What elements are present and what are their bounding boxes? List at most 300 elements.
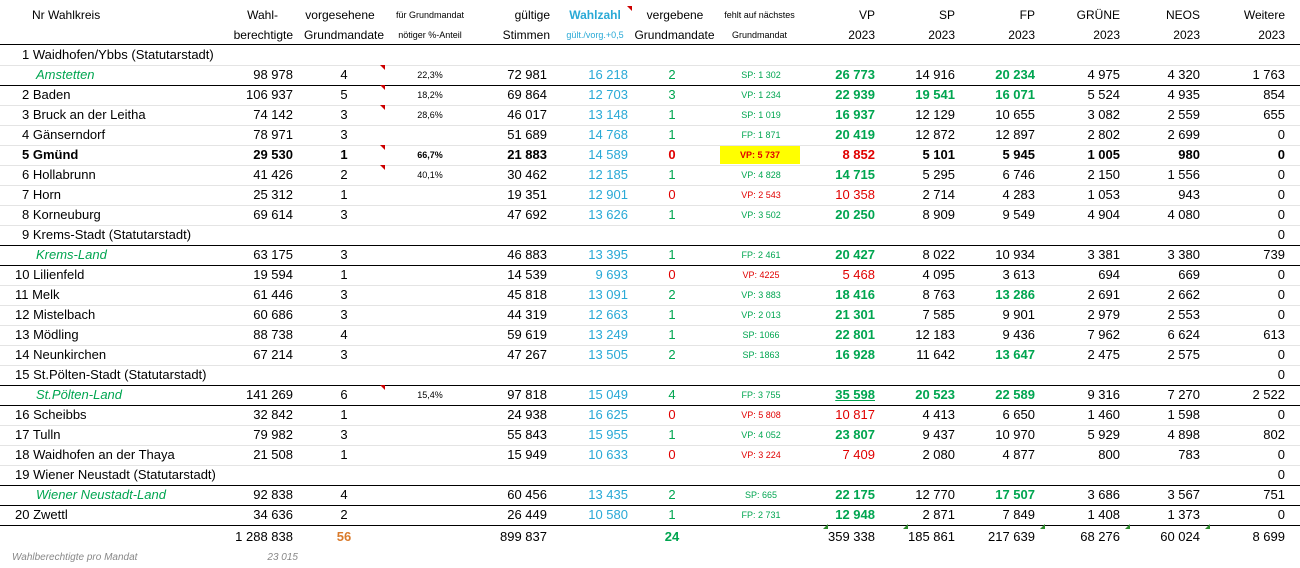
gueltige-cell[interactable]: 97 818	[507, 387, 547, 402]
wahlzahl-cell[interactable]: 15 049	[588, 387, 628, 402]
vorgesehene-cell[interactable]	[300, 225, 388, 245]
fp-cell[interactable]	[960, 45, 1035, 65]
gueltige-cell[interactable]: 46 883	[507, 247, 547, 262]
neos-cell[interactable]: 4 080	[1167, 207, 1200, 222]
vergebene-cell[interactable]: 1	[668, 427, 676, 442]
fp-cell[interactable]: 13 647	[995, 347, 1035, 362]
fp-cell[interactable]: 9 901	[1002, 307, 1035, 322]
wahlzahl-cell[interactable]: 12 185	[588, 167, 628, 182]
sp-cell[interactable]: 8 763	[922, 287, 955, 302]
neos-cell[interactable]: 4 935	[1167, 87, 1200, 102]
vp-cell[interactable]: 5 468	[842, 267, 875, 282]
gruene-cell[interactable]: 2 691	[1087, 287, 1120, 302]
fehlt-cell[interactable]: FP: 2 731	[741, 510, 781, 520]
wahlberechtigte-cell[interactable]: 88 738	[253, 327, 293, 342]
vp-cell[interactable]: 20 419	[835, 127, 875, 142]
gueltige-cell[interactable]: 44 319	[507, 307, 547, 322]
vorgesehene-cell[interactable]: 4	[340, 67, 348, 82]
total-vp[interactable]: 359 338	[828, 529, 875, 544]
gueltige-cell[interactable]: 47 692	[507, 207, 547, 222]
header-nr-wahlkreis[interactable]: Nr Wahlkreis	[32, 8, 101, 22]
gueltige-cell[interactable]: 59 619	[507, 327, 547, 342]
gruene-cell[interactable]: 3 082	[1087, 107, 1120, 122]
weitere-cell[interactable]	[1210, 45, 1285, 65]
gueltige-cell[interactable]: 24 938	[507, 407, 547, 422]
fp-cell[interactable]: 10 655	[995, 107, 1035, 122]
wahlzahl-cell[interactable]	[555, 465, 628, 485]
wahlzahl-cell[interactable]	[555, 45, 628, 65]
header-gruene[interactable]: GRÜNE	[1076, 8, 1120, 22]
sp-cell[interactable]: 9 437	[922, 427, 955, 442]
gruene-cell[interactable]: 1 460	[1087, 407, 1120, 422]
fehlt-cell[interactable]: VP: 2 013	[741, 310, 781, 320]
weitere-cell[interactable]: 0	[1277, 207, 1285, 222]
fp-cell[interactable]: 17 507	[995, 487, 1035, 502]
fehlt-cell[interactable]: SP: 1863	[742, 350, 780, 360]
anteil-cell[interactable]	[390, 185, 470, 205]
district-name[interactable]: Krems-Land	[36, 247, 107, 262]
wahlberechtigte-cell[interactable]: 32 842	[253, 407, 293, 422]
fehlt-cell[interactable]	[720, 45, 802, 65]
wahlzahl-cell[interactable]: 13 148	[588, 107, 628, 122]
weitere-cell[interactable]: 0	[1277, 187, 1285, 202]
vergebene-cell[interactable]: 2	[668, 487, 676, 502]
header-gueltige-2[interactable]: Stimmen	[502, 28, 550, 42]
weitere-cell[interactable]: 0	[1277, 167, 1285, 182]
district-name[interactable]: 9 Krems-Stadt (Statutarstadt)	[22, 227, 192, 242]
header-fehlt-2[interactable]: Grundmandat	[731, 30, 788, 40]
anteil-cell[interactable]	[390, 485, 470, 505]
vorgesehene-cell[interactable]: 1	[340, 147, 348, 162]
wahlberechtigte-cell[interactable]: 69 614	[253, 207, 293, 222]
wahlberechtigte-cell[interactable]: 41 426	[253, 167, 293, 182]
wahlzahl-cell[interactable]: 13 505	[588, 347, 628, 362]
neos-cell[interactable]: 3 567	[1167, 487, 1200, 502]
anteil-cell[interactable]	[390, 225, 470, 245]
fp-cell[interactable]: 5 945	[1002, 147, 1035, 162]
gruene-cell[interactable]: 800	[1098, 447, 1120, 462]
vp-cell[interactable]: 16 937	[835, 107, 875, 122]
vorgesehene-cell[interactable]	[300, 465, 388, 485]
wahlzahl-cell[interactable]: 9 693	[595, 267, 628, 282]
wahlberechtigte-cell[interactable]: 106 937	[246, 87, 293, 102]
vorgesehene-cell[interactable]: 5	[340, 87, 348, 102]
gruene-cell[interactable]: 3 686	[1087, 487, 1120, 502]
fehlt-cell[interactable]: VP: 4 052	[741, 430, 781, 440]
vp-cell[interactable]: 16 928	[835, 347, 875, 362]
header-weitere-2[interactable]: 2023	[1258, 28, 1285, 42]
gruene-cell[interactable]: 2 475	[1087, 347, 1120, 362]
neos-cell[interactable]	[1125, 225, 1200, 245]
weitere-cell[interactable]: 0	[1277, 447, 1285, 462]
neos-cell[interactable]: 2 575	[1167, 347, 1200, 362]
fp-cell[interactable]: 22 589	[995, 387, 1035, 402]
vergebene-cell[interactable]: 0	[668, 187, 676, 202]
wahlberechtigte-cell[interactable]: 25 312	[253, 187, 293, 202]
vergebene-cell[interactable]	[632, 45, 712, 65]
district-name[interactable]: 2 Baden	[22, 87, 71, 102]
sp-cell[interactable]: 5 101	[922, 147, 955, 162]
header-vergebene[interactable]: vergebene	[646, 8, 704, 22]
fp-cell[interactable]: 9 549	[1002, 207, 1035, 222]
district-name[interactable]: 8 Korneuburg	[22, 207, 101, 222]
vergebene-cell[interactable]: 2	[668, 347, 676, 362]
sp-cell[interactable]	[880, 45, 955, 65]
anteil-cell[interactable]	[390, 205, 470, 225]
neos-cell[interactable]: 2 699	[1167, 127, 1200, 142]
weitere-cell[interactable]: 0	[1277, 407, 1285, 422]
header-sp[interactable]: SP	[938, 8, 955, 22]
gruene-cell[interactable]: 3 381	[1087, 247, 1120, 262]
vp-cell[interactable]: 7 409	[842, 447, 875, 462]
gruene-cell[interactable]: 5 929	[1087, 427, 1120, 442]
neos-cell[interactable]	[1125, 365, 1200, 385]
fp-cell[interactable]: 3 613	[1002, 267, 1035, 282]
total-gruene[interactable]: 68 276	[1080, 529, 1120, 544]
wahlberechtigte-cell[interactable]: 34 636	[253, 507, 293, 522]
sp-cell[interactable]: 12 770	[915, 487, 955, 502]
gueltige-cell[interactable]: 60 456	[507, 487, 547, 502]
gruene-cell[interactable]: 4 904	[1087, 207, 1120, 222]
wahlzahl-cell[interactable]: 14 589	[588, 147, 628, 162]
neos-cell[interactable]: 783	[1178, 447, 1200, 462]
weitere-cell[interactable]: 0	[1277, 147, 1285, 162]
gueltige-cell[interactable]: 30 462	[507, 167, 547, 182]
vergebene-cell[interactable]: 1	[668, 327, 676, 342]
fehlt-cell[interactable]: VP: 2 543	[741, 190, 781, 200]
total-neos[interactable]: 60 024	[1160, 529, 1200, 544]
sp-cell[interactable]	[880, 365, 955, 385]
vorgesehene-cell[interactable]: 3	[340, 127, 348, 142]
anteil-cell[interactable]	[390, 245, 470, 265]
district-name[interactable]: 20 Zwettl	[15, 507, 68, 522]
vorgesehene-cell[interactable]	[300, 365, 388, 385]
wahlzahl-cell[interactable]: 13 249	[588, 327, 628, 342]
vergebene-cell[interactable]: 2	[668, 67, 676, 82]
district-name[interactable]: 10 Lilienfeld	[15, 267, 85, 282]
vp-cell[interactable]: 35 598	[835, 387, 875, 402]
fehlt-cell[interactable]: VP: 4225	[742, 270, 780, 280]
sp-cell[interactable]: 20 523	[915, 387, 955, 402]
vp-cell[interactable]: 26 773	[835, 67, 875, 82]
neos-cell[interactable]: 3 380	[1167, 247, 1200, 262]
district-name[interactable]: 19 Wiener Neustadt (Statutarstadt)	[15, 467, 216, 482]
vergebene-cell[interactable]	[632, 225, 712, 245]
neos-cell[interactable]: 669	[1178, 267, 1200, 282]
total-vergebene[interactable]: 24	[664, 529, 680, 544]
vorgesehene-cell[interactable]: 2	[340, 167, 348, 182]
neos-cell[interactable]: 1 373	[1167, 507, 1200, 522]
anteil-cell[interactable]	[390, 305, 470, 325]
vp-cell[interactable]	[800, 45, 875, 65]
district-name[interactable]: 15 St.Pölten-Stadt (Statutarstadt)	[15, 367, 207, 382]
vergebene-cell[interactable]: 0	[668, 407, 676, 422]
weitere-cell[interactable]: 613	[1263, 327, 1285, 342]
header-weitere[interactable]: Weitere	[1243, 8, 1285, 22]
vorgesehene-cell[interactable]: 3	[340, 427, 348, 442]
vergebene-cell[interactable]: 1	[668, 247, 676, 262]
gueltige-cell[interactable]	[480, 465, 547, 485]
vp-cell[interactable]	[800, 365, 875, 385]
vp-cell[interactable]: 18 416	[835, 287, 875, 302]
neos-cell[interactable]: 2 553	[1167, 307, 1200, 322]
sp-cell[interactable]: 12 183	[915, 327, 955, 342]
neos-cell[interactable]: 7 270	[1167, 387, 1200, 402]
vorgesehene-cell[interactable]: 1	[340, 447, 348, 462]
gueltige-cell[interactable]: 72 981	[507, 67, 547, 82]
district-name[interactable]: Amstetten	[36, 67, 95, 82]
vergebene-cell[interactable]: 0	[668, 267, 676, 282]
anteil-cell[interactable]: 66,7%	[417, 150, 443, 160]
wahlzahl-cell[interactable]: 12 703	[588, 87, 628, 102]
neos-cell[interactable]: 6 624	[1167, 327, 1200, 342]
fehlt-cell[interactable]: FP: 3 755	[741, 390, 781, 400]
header-vp-2[interactable]: 2023	[848, 28, 875, 42]
sp-cell[interactable]: 14 916	[915, 67, 955, 82]
weitere-cell[interactable]: 0	[1277, 307, 1285, 322]
weitere-cell[interactable]: 739	[1263, 247, 1285, 262]
vergebene-cell[interactable]: 4	[668, 387, 676, 402]
district-name[interactable]: 16 Scheibbs	[15, 407, 87, 422]
vorgesehene-cell[interactable]: 3	[340, 247, 348, 262]
fehlt-cell[interactable]: SP: 1 019	[741, 110, 781, 120]
weitere-cell[interactable]: 0	[1277, 287, 1285, 302]
fp-cell[interactable]: 10 970	[995, 427, 1035, 442]
vorgesehene-cell[interactable]: 4	[340, 487, 348, 502]
fp-cell[interactable]: 4 877	[1002, 447, 1035, 462]
fehlt-cell[interactable]: VP: 5 808	[741, 410, 781, 420]
sp-cell[interactable]: 2 871	[922, 507, 955, 522]
weitere-cell[interactable]: 751	[1263, 487, 1285, 502]
anteil-cell[interactable]	[390, 345, 470, 365]
weitere-cell[interactable]: 0	[1277, 467, 1285, 482]
fp-cell[interactable]: 4 283	[1002, 187, 1035, 202]
total-fp[interactable]: 217 639	[988, 529, 1035, 544]
fehlt-cell[interactable]: VP: 3 883	[741, 290, 781, 300]
wahlzahl-cell[interactable]: 13 626	[588, 207, 628, 222]
sp-cell[interactable]	[880, 225, 955, 245]
district-name[interactable]: Wiener Neustadt-Land	[36, 487, 166, 502]
gruene-cell[interactable]: 694	[1098, 267, 1120, 282]
fehlt-cell[interactable]: SP: 1066	[742, 330, 780, 340]
fehlt-cell[interactable]	[720, 225, 802, 245]
anteil-cell[interactable]: 22,3%	[417, 70, 443, 80]
fehlt-cell[interactable]: SP: 665	[744, 490, 778, 500]
header-anteil-2[interactable]: nötiger %-Anteil	[398, 30, 462, 40]
vorgesehene-cell[interactable]: 3	[340, 207, 348, 222]
fehlt-cell[interactable]: FP: 1 871	[741, 130, 781, 140]
fp-cell[interactable]: 6 746	[1002, 167, 1035, 182]
gruene-cell[interactable]	[1045, 365, 1120, 385]
weitere-cell[interactable]: 0	[1277, 367, 1285, 382]
district-name[interactable]: 12 Mistelbach	[15, 307, 96, 322]
gruene-cell[interactable]: 1 408	[1087, 507, 1120, 522]
wahlberechtigte-cell[interactable]: 79 982	[253, 427, 293, 442]
fehlt-cell[interactable]: VP: 3 224	[741, 450, 781, 460]
neos-cell[interactable]: 943	[1178, 187, 1200, 202]
gueltige-cell[interactable]	[480, 45, 547, 65]
district-name[interactable]: 7 Horn	[22, 187, 62, 202]
anteil-cell[interactable]	[390, 465, 470, 485]
wahlberechtigte-cell[interactable]	[200, 225, 293, 245]
vergebene-cell[interactable]: 0	[668, 147, 676, 162]
header-gueltige[interactable]: gültige	[514, 8, 550, 22]
vergebene-cell[interactable]: 2	[668, 287, 676, 302]
fehlt-cell[interactable]	[720, 365, 802, 385]
vorgesehene-cell[interactable]: 4	[340, 327, 348, 342]
district-name[interactable]: 1 Waidhofen/Ybbs (Statutarstadt)	[22, 47, 214, 62]
weitere-cell[interactable]: 802	[1263, 427, 1285, 442]
sp-cell[interactable]	[880, 465, 955, 485]
vergebene-cell[interactable]: 1	[668, 307, 676, 322]
gueltige-cell[interactable]: 14 539	[507, 267, 547, 282]
district-name[interactable]: 6 Hollabrunn	[22, 167, 96, 182]
neos-cell[interactable]: 4 898	[1167, 427, 1200, 442]
total-sp[interactable]: 185 861	[908, 529, 955, 544]
gruene-cell[interactable]: 2 150	[1087, 167, 1120, 182]
district-name[interactable]: St.Pölten-Land	[36, 387, 123, 402]
weitere-cell[interactable]: 0	[1277, 227, 1285, 242]
vergebene-cell[interactable]: 1	[668, 207, 676, 222]
gueltige-cell[interactable]	[480, 225, 547, 245]
wahlberechtigte-cell[interactable]	[200, 365, 293, 385]
vp-cell[interactable]: 22 801	[835, 327, 875, 342]
weitere-cell[interactable]: 0	[1277, 127, 1285, 142]
anteil-cell[interactable]: 40,1%	[417, 170, 443, 180]
vp-cell[interactable]: 8 852	[842, 147, 875, 162]
total-wahlberechtigte[interactable]: 1 288 838	[235, 529, 293, 544]
header-vorgesehene[interactable]: vorgesehene	[305, 8, 375, 22]
neos-cell[interactable]: 1 556	[1167, 167, 1200, 182]
wahlzahl-cell[interactable]: 12 663	[588, 307, 628, 322]
fp-cell[interactable]	[960, 365, 1035, 385]
header-fp-2[interactable]: 2023	[1008, 28, 1035, 42]
anteil-cell[interactable]	[390, 405, 470, 425]
gueltige-cell[interactable]: 46 017	[507, 107, 547, 122]
anteil-cell[interactable]: 18,2%	[417, 90, 443, 100]
district-name[interactable]: 3 Bruck an der Leitha	[22, 107, 146, 122]
district-name[interactable]: 13 Mödling	[15, 327, 79, 342]
gruene-cell[interactable]: 7 962	[1087, 327, 1120, 342]
vorgesehene-cell[interactable]: 1	[340, 187, 348, 202]
anteil-cell[interactable]	[390, 265, 470, 285]
anteil-cell[interactable]	[390, 445, 470, 465]
vergebene-cell[interactable]: 1	[668, 127, 676, 142]
neos-cell[interactable]: 4 320	[1167, 67, 1200, 82]
fehlt-cell[interactable]: FP: 2 461	[741, 250, 781, 260]
wahlberechtigte-cell[interactable]: 29 530	[253, 147, 293, 162]
vergebene-cell[interactable]: 1	[668, 107, 676, 122]
vp-cell[interactable]: 20 427	[835, 247, 875, 262]
wahlzahl-cell[interactable]: 10 580	[588, 507, 628, 522]
wahlzahl-cell[interactable]: 16 625	[588, 407, 628, 422]
wahlzahl-cell[interactable]: 16 218	[588, 67, 628, 82]
wahlberechtigte-cell[interactable]: 19 594	[253, 267, 293, 282]
vergebene-cell[interactable]: 1	[668, 507, 676, 522]
sp-cell[interactable]: 19 541	[915, 87, 955, 102]
sp-cell[interactable]: 8 909	[922, 207, 955, 222]
fp-cell[interactable]: 10 934	[995, 247, 1035, 262]
anteil-cell[interactable]	[390, 505, 470, 525]
total-vorgesehene[interactable]: 56	[336, 529, 352, 544]
vergebene-cell[interactable]	[632, 365, 712, 385]
header-neos[interactable]: NEOS	[1165, 8, 1200, 22]
header-gruene-2[interactable]: 2023	[1093, 28, 1120, 42]
wahlberechtigte-cell[interactable]: 21 508	[253, 447, 293, 462]
sp-cell[interactable]: 11 642	[916, 347, 955, 362]
sp-cell[interactable]: 4 095	[922, 267, 955, 282]
gruene-cell[interactable]	[1045, 45, 1120, 65]
header-fp[interactable]: FP	[1019, 8, 1035, 22]
vp-cell[interactable]: 20 250	[835, 207, 875, 222]
gueltige-cell[interactable]: 19 351	[507, 187, 547, 202]
gruene-cell[interactable]: 1 053	[1087, 187, 1120, 202]
sp-cell[interactable]: 8 022	[922, 247, 955, 262]
district-name[interactable]: 5 Gmünd	[22, 147, 79, 162]
gueltige-cell[interactable]: 15 949	[507, 447, 547, 462]
sp-cell[interactable]: 12 129	[915, 107, 955, 122]
wahlzahl-cell[interactable]: 12 901	[588, 187, 628, 202]
vorgesehene-cell[interactable]: 1	[340, 267, 348, 282]
wahlberechtigte-cell[interactable]: 98 978	[253, 67, 293, 82]
neos-cell[interactable]: 2 559	[1167, 107, 1200, 122]
gruene-cell[interactable]	[1045, 225, 1120, 245]
fehlt-cell[interactable]: VP: 4 828	[741, 170, 781, 180]
district-name[interactable]: 18 Waidhofen an der Thaya	[15, 447, 175, 462]
vergebene-cell[interactable]	[632, 465, 712, 485]
gueltige-cell[interactable]: 47 267	[507, 347, 547, 362]
district-name[interactable]: 14 Neunkirchen	[15, 347, 107, 362]
total-weitere[interactable]: 8 699	[1252, 529, 1285, 544]
wahlberechtigte-cell[interactable]	[200, 465, 293, 485]
gueltige-cell[interactable]: 26 449	[507, 507, 547, 522]
sp-cell[interactable]: 2 714	[922, 187, 955, 202]
fp-cell[interactable]: 20 234	[995, 67, 1035, 82]
vorgesehene-cell[interactable]: 3	[340, 347, 348, 362]
anteil-cell[interactable]: 15,4%	[417, 390, 443, 400]
header-wahlberechtigte[interactable]: Wahl-	[247, 8, 278, 22]
header-vorgesehene-2[interactable]: Grundmandate	[303, 28, 385, 42]
district-name[interactable]: 11 Melk	[15, 287, 60, 302]
gueltige-cell[interactable]: 45 818	[507, 287, 547, 302]
gruene-cell[interactable]	[1045, 465, 1120, 485]
neos-cell[interactable]: 1 598	[1167, 407, 1200, 422]
weitere-cell[interactable]: 1 763	[1252, 67, 1285, 82]
weitere-cell[interactable]: 854	[1263, 87, 1285, 102]
header-sp-2[interactable]: 2023	[928, 28, 955, 42]
wahlberechtigte-cell[interactable]: 74 142	[253, 107, 293, 122]
header-wahlberechtigte-2[interactable]: berechtigte	[233, 28, 293, 42]
header-vergebene-2[interactable]: Grundmandate	[634, 28, 715, 42]
gueltige-cell[interactable]: 55 843	[507, 427, 547, 442]
gruene-cell[interactable]: 4 975	[1087, 67, 1120, 82]
fp-cell[interactable]: 6 650	[1002, 407, 1035, 422]
gruene-cell[interactable]: 1 005	[1087, 147, 1120, 162]
anteil-cell[interactable]	[390, 45, 470, 65]
vergebene-cell[interactable]: 1	[668, 167, 676, 182]
weitere-cell[interactable]: 0	[1277, 507, 1285, 522]
neos-cell[interactable]	[1125, 45, 1200, 65]
total-gueltige[interactable]: 899 837	[500, 529, 547, 544]
gruene-cell[interactable]: 2 802	[1087, 127, 1120, 142]
vorgesehene-cell[interactable]: 2	[340, 507, 348, 522]
neos-cell[interactable]: 980	[1178, 147, 1200, 162]
vp-cell[interactable]: 10 817	[835, 407, 875, 422]
weitere-cell[interactable]: 0	[1277, 267, 1285, 282]
wahlberechtigte-cell[interactable]: 92 838	[253, 487, 293, 502]
vp-cell[interactable]: 23 807	[835, 427, 875, 442]
vp-cell[interactable]	[800, 465, 875, 485]
